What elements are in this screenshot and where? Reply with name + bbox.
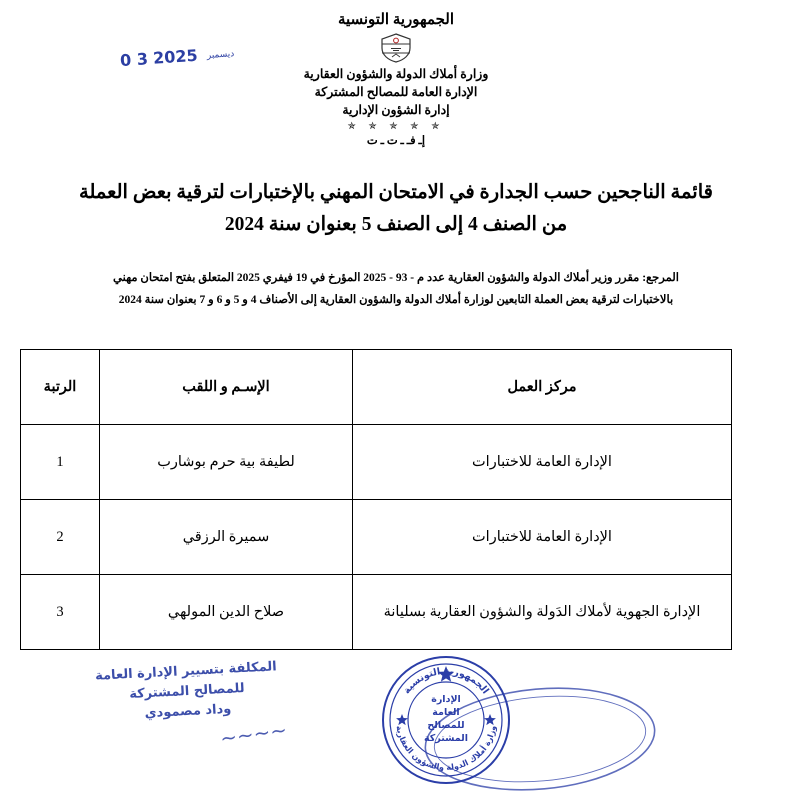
page-title-line-2: من الصنف 4 إلى الصنف 5 بعنوان سنة 2024 xyxy=(224,213,568,235)
cell-workplace: الإدارة العامة للاختبارات xyxy=(353,500,732,575)
cell-rank: 3 xyxy=(21,575,100,650)
cell-name: لطيفة بية حرم بوشارب xyxy=(100,425,353,500)
reference-block xyxy=(70,268,722,312)
cell-name: سميرة الرزقي xyxy=(100,500,353,575)
reference-line-1: المرجع: مقرر وزير أملاك الدولة والشؤون العقارية عدد م - 93 - 2025 المؤرخ في 19 فيفري 2025 المتعلق بفتح امتحان مهني xyxy=(113,271,679,284)
results-table xyxy=(20,349,732,650)
svg-text:الجمهورية التونسية: الجمهورية التونسية xyxy=(401,665,491,697)
column-header-rank: الرتبة xyxy=(21,350,100,425)
signature-scribble: ~~~~ xyxy=(218,717,289,751)
column-header-name: الإسـم و اللقب xyxy=(100,350,353,425)
table-header-row xyxy=(21,350,732,425)
ministry-line-1: وزارة أملاك الدولة والشؤون العقارية xyxy=(303,67,489,81)
round-stamp-inner-line-2: العامة xyxy=(432,707,460,719)
cell-workplace: الإدارة الجهوية لأملاك الدَولة والشؤون العقارية بسليانة xyxy=(353,575,732,650)
cell-workplace: الإدارة العامة للاختبارات xyxy=(353,425,732,500)
signature-line-3: وداد مصمودي xyxy=(144,701,232,722)
document-header xyxy=(0,0,792,147)
date-stamp-year: 2025 xyxy=(152,45,199,68)
column-header-workplace: مركز العمل xyxy=(353,350,732,425)
ministry-line-3: إدارة الشؤون الإدارية xyxy=(342,103,450,118)
round-stamp-inner-line-1: الإدارة xyxy=(431,694,461,706)
date-stamp-day: 0 3 xyxy=(119,49,149,71)
tunisia-national-emblem-icon xyxy=(379,33,413,63)
round-stamp-inner-line-3: للمصالح xyxy=(427,720,465,731)
signature-text xyxy=(81,657,294,728)
page-title xyxy=(0,177,792,239)
svg-text:وزارة أملاك الدولة والشؤون الع: وزارة أملاك الدولة والشؤون العقارية xyxy=(394,724,498,773)
republic-title: الجمهورية التونسية xyxy=(337,12,455,28)
ministry-line-2: الإدارة العامة للمصالح المشتركة xyxy=(314,85,478,100)
cell-rank: 1 xyxy=(21,425,100,500)
table-row xyxy=(21,500,732,575)
date-stamp-month: ديسمبر xyxy=(206,49,235,62)
cell-rank: 2 xyxy=(21,500,100,575)
round-stamp-inner-line-4: المشتركة xyxy=(424,732,468,744)
table-row xyxy=(21,575,732,650)
department-abbreviation: إـ فـ ـ ت ـ ت xyxy=(366,135,426,148)
signature-line-2: للمصالح المشتركة xyxy=(128,681,246,703)
signature-line-1: المكلفة بتسيير الإدارة العامة xyxy=(94,659,278,684)
signature-area xyxy=(0,644,792,804)
cell-name: صلاح الدين المولهي xyxy=(100,575,353,650)
results-table-wrapper xyxy=(43,349,732,650)
page-title-line-1: قائمة الناجحين حسب الجدارة في الامتحان المهني بالإختبارات لترقية بعض العملة xyxy=(79,182,713,204)
official-round-stamp-icon xyxy=(380,654,512,786)
reference-line-2: بالاختبارات لترقية بعض العملة التابعين لوزارة أملاك الدولة والشؤون العقارية إلى الأصناف 4 و 5 و 6 و 7 بعنوان سنة 2024 xyxy=(118,293,674,306)
table-row xyxy=(21,425,732,500)
round-stamp-inner-text xyxy=(380,654,512,786)
ministry-block xyxy=(0,65,792,119)
stars-divider: ✯ ✯ ✯ ✯ ✯ xyxy=(347,121,445,133)
